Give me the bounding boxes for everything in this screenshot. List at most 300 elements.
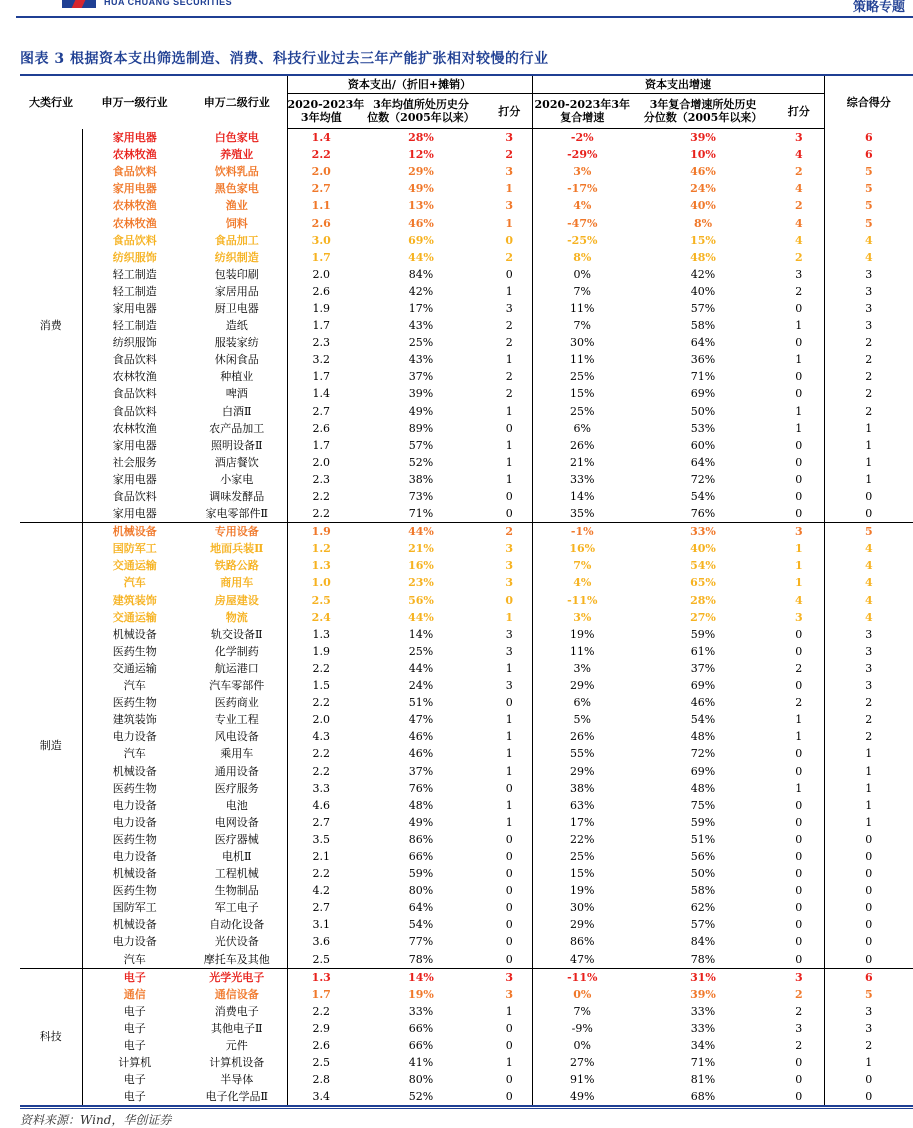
cell-capex_score: 0 — [487, 488, 532, 505]
cell-sw1: 食品饮料 — [82, 385, 187, 402]
cell-growth_score: 0 — [774, 385, 824, 402]
cell-growth_pct: 60% — [690, 438, 716, 452]
cell-capex_score: 0 — [487, 951, 532, 969]
cell-capex_score: 1 — [487, 609, 532, 626]
cell-capex_score: 3 — [487, 968, 532, 986]
cell-capex_pct: 69% — [408, 233, 434, 247]
cell-growth_score: 0 — [774, 488, 824, 505]
table-row — [20, 711, 913, 728]
cell-growth_pct: 59% — [690, 627, 716, 641]
industry-screen-table — [20, 74, 913, 1107]
cell-capex_pct: 44% — [355, 523, 487, 541]
cell-sw1: 医药生物 — [82, 882, 187, 899]
table-row — [20, 146, 913, 163]
cell-growth_pct: 59% — [690, 815, 716, 829]
cell-growth_pct: 40% — [690, 199, 716, 213]
cell-growth_score: 0 — [774, 1054, 824, 1071]
cell-capex_score: 0 — [487, 899, 532, 916]
col-major: 大类行业 — [29, 95, 73, 109]
cell-growth_pct: 33% — [632, 523, 774, 541]
cell-capex_avg: 2.5 — [312, 952, 330, 966]
cell-capex_avg: 2.2 — [312, 490, 330, 504]
table-row — [20, 368, 913, 385]
cell-growth: 63% — [570, 798, 595, 812]
cell-growth_score: 1 — [774, 420, 824, 437]
cell-capex_avg: 1.3 — [311, 559, 331, 573]
cell-growth: 11% — [570, 301, 595, 315]
cell-total: 1 — [865, 472, 873, 486]
cell-growth_score: 0 — [774, 745, 824, 762]
col-capex-pct-line2: 位数（2005年以来） — [367, 111, 475, 124]
cell-sw1: 电子 — [82, 1071, 187, 1088]
cell-total: 1 — [865, 747, 873, 761]
cell-sw1: 电力设备 — [82, 933, 187, 950]
table-row — [20, 677, 913, 694]
cell-sw2: 自动化设备 — [187, 916, 287, 933]
cell-total: 6 — [864, 130, 873, 144]
cell-growth_score: 0 — [774, 1071, 824, 1088]
cell-capex_avg: 3.5 — [312, 832, 330, 846]
cell-total: 2 — [865, 336, 873, 350]
cell-growth: 7% — [573, 1004, 591, 1018]
cell-growth_score: 0 — [774, 437, 824, 454]
cell-capex_avg: 2.7 — [312, 815, 330, 829]
cell-sw2: 农产品加工 — [187, 420, 287, 437]
cell-sw1: 机械设备 — [82, 626, 187, 643]
col-sw1: 申万一级行业 — [101, 95, 168, 109]
report-type-label: 策略专题 — [852, 0, 905, 15]
cell-growth_score: 2 — [774, 660, 824, 677]
cell-growth_pct: 81% — [690, 1073, 716, 1087]
cell-sw2: 医药商业 — [187, 694, 287, 711]
cell-capex_avg: 3.4 — [287, 1088, 355, 1106]
cell-capex_pct: 25% — [408, 644, 434, 658]
header-row-group — [20, 75, 913, 94]
cell-sw2: 商用车 — [187, 574, 287, 591]
cell-capex_score: 1 — [487, 283, 532, 300]
cell-growth_pct: 33% — [690, 1021, 716, 1035]
cell-capex_avg: 2.2 — [312, 661, 330, 675]
table-row — [20, 317, 913, 334]
cell-growth: 30% — [570, 901, 595, 915]
cell-capex_pct: 64% — [408, 901, 434, 915]
cell-growth_pct: 68% — [632, 1088, 774, 1106]
cell-growth: 25% — [570, 849, 595, 863]
cell-growth_score: 0 — [774, 916, 824, 933]
cell-total: 5 — [824, 523, 913, 541]
cell-capex_pct: 76% — [408, 781, 434, 795]
table-body — [20, 129, 913, 1107]
cell-capex_score: 2 — [487, 523, 532, 541]
table-row — [20, 745, 913, 762]
header-divider — [16, 16, 913, 18]
table-row — [20, 643, 913, 660]
cell-total: 3 — [865, 267, 873, 281]
cell-growth: 3% — [573, 165, 592, 179]
cell-growth: 11% — [570, 353, 595, 367]
cell-total: 2 — [865, 387, 873, 401]
table-row — [20, 557, 913, 574]
cell-sw1: 家用电器 — [82, 180, 187, 197]
cell-growth_pct: 39% — [690, 987, 716, 1001]
cell-growth: -11% — [567, 593, 598, 607]
cell-total: 0 — [865, 935, 873, 949]
cell-capex_score: 0 — [487, 831, 532, 848]
cell-sw2: 电子化学品Ⅱ — [187, 1088, 287, 1106]
cell-sw1: 电力设备 — [82, 848, 187, 865]
cell-growth_pct: 64% — [690, 455, 716, 469]
cell-capex_avg: 2.0 — [312, 713, 330, 727]
cell-sw1: 农林牧渔 — [82, 368, 187, 385]
cell-sw2: 家电零部件Ⅱ — [187, 505, 287, 523]
table-row — [20, 592, 913, 609]
cell-growth_score: 0 — [774, 454, 824, 471]
cell-capex_score: 3 — [487, 643, 532, 660]
col-growth-pct — [632, 94, 774, 129]
cell-growth_score: 2 — [774, 197, 824, 214]
cell-capex_score: 0 — [487, 933, 532, 950]
cell-capex_pct: 21% — [408, 542, 434, 556]
cell-sw2: 调味发酵品 — [187, 488, 287, 505]
cell-growth_score: 1 — [774, 557, 824, 574]
cell-sw2: 消费电子 — [187, 1003, 287, 1020]
cell-growth_pct: 37% — [690, 661, 716, 675]
cell-capex_score: 2 — [487, 385, 532, 402]
cell-capex_score: 1 — [487, 797, 532, 814]
cell-growth: 19% — [570, 627, 595, 641]
cell-capex_score: 1 — [487, 814, 532, 831]
cell-sw1: 机械设备 — [82, 865, 187, 882]
cell-capex_score: 2 — [487, 368, 532, 385]
table-row — [20, 1020, 913, 1037]
cell-capex_pct: 66% — [408, 1021, 434, 1035]
cell-growth_score: 2 — [774, 283, 824, 300]
cell-sw1: 建筑装饰 — [82, 711, 187, 728]
cell-sw1: 家用电器 — [82, 471, 187, 488]
cell-sw1: 轻工制造 — [82, 266, 187, 283]
cell-capex_score: 1 — [487, 660, 532, 677]
cell-capex_avg: 1.7 — [312, 370, 330, 384]
cell-sw2: 饮料乳品 — [187, 163, 287, 180]
cell-capex_pct: 23% — [408, 576, 434, 590]
cell-capex_avg: 2.7 — [312, 404, 330, 418]
cell-capex_score: 3 — [487, 163, 532, 180]
cell-capex_score: 1 — [487, 762, 532, 779]
table-row — [20, 797, 913, 814]
cell-capex_pct: 47% — [408, 713, 434, 727]
cell-growth_pct: 39% — [690, 131, 716, 145]
cell-capex_avg: 2.2 — [312, 507, 330, 521]
cell-growth_pct: 58% — [690, 319, 716, 333]
cell-capex_score: 3 — [487, 540, 532, 557]
cell-capex_avg: 1.3 — [287, 968, 355, 986]
cell-growth: -11% — [532, 968, 632, 986]
table-row — [20, 951, 913, 969]
cell-sw2: 物流 — [187, 609, 287, 626]
cell-growth_pct: 40% — [690, 284, 716, 298]
cell-capex_score: 0 — [487, 780, 532, 797]
table-row — [20, 249, 913, 266]
col-group-growth: 资本支出增速 — [532, 75, 824, 94]
cell-capex_avg: 2.5 — [311, 593, 331, 607]
cell-growth: 6% — [573, 696, 591, 710]
figure-title: 图表 3 根据资本支出筛选制造、消费、科技行业过去三年产能扩张相对较慢的行业 — [20, 51, 549, 67]
cell-growth: -9% — [571, 1021, 593, 1035]
cell-capex_avg: 2.6 — [312, 284, 330, 298]
cell-sw2: 医疗服务 — [187, 780, 287, 797]
cell-sw2: 风电设备 — [187, 728, 287, 745]
cell-growth_score: 0 — [774, 865, 824, 882]
cell-sw1: 食品饮料 — [82, 403, 187, 420]
cell-total: 1 — [865, 798, 873, 812]
major-category-cell: 消费 — [39, 318, 62, 332]
cell-sw2: 电池 — [187, 797, 287, 814]
footer-divider — [20, 1108, 913, 1109]
cell-capex_score: 3 — [487, 557, 532, 574]
cell-growth: -29% — [567, 148, 598, 162]
cell-growth: 0% — [573, 267, 591, 281]
cell-capex_avg: 1.0 — [311, 576, 331, 590]
cell-sw2: 通用设备 — [187, 762, 287, 779]
cell-sw1: 电力设备 — [82, 728, 187, 745]
cell-growth: 7% — [573, 284, 591, 298]
cell-growth_pct: 61% — [690, 644, 716, 658]
cell-total: 0 — [824, 1088, 913, 1106]
cell-capex_pct: 84% — [408, 267, 434, 281]
cell-growth: 6% — [573, 421, 591, 435]
cell-capex_score: 2 — [487, 334, 532, 351]
cell-capex_avg: 1.5 — [312, 679, 330, 693]
cell-total: 6 — [824, 968, 913, 986]
cell-growth_score: 0 — [774, 626, 824, 643]
cell-growth_pct: 72% — [690, 747, 716, 761]
cell-sw2: 种植业 — [187, 368, 287, 385]
cell-sw1: 食品饮料 — [82, 351, 187, 368]
cell-capex_score: 0 — [487, 848, 532, 865]
cell-capex_score: 0 — [487, 1071, 532, 1088]
table-row — [20, 609, 913, 626]
cell-total: 4 — [864, 559, 873, 573]
cell-growth_score: 1 — [774, 574, 824, 591]
cell-capex_score: 1 — [487, 214, 532, 231]
col-growth-line1: 2020-2023年3年 — [534, 98, 630, 111]
cell-capex_avg: 3.6 — [312, 935, 330, 949]
cell-sw1: 食品饮料 — [82, 488, 187, 505]
cell-growth: 3% — [573, 661, 591, 675]
cell-growth_pct: 48% — [690, 250, 716, 264]
table-row — [20, 488, 913, 505]
cell-capex_pct: 46% — [408, 730, 434, 744]
cell-growth_pct: 57% — [690, 301, 716, 315]
cell-growth: 3% — [573, 610, 592, 624]
cell-sw2: 纺织制造 — [187, 249, 287, 266]
table-row — [20, 814, 913, 831]
cell-growth_score: 3 — [774, 129, 824, 147]
table-row — [20, 1037, 913, 1054]
cell-growth_score: 1 — [774, 540, 824, 557]
cell-sw2: 小家电 — [187, 471, 287, 488]
cell-growth_score: 0 — [774, 899, 824, 916]
col-capex-avg-line2: 3年均值 — [300, 111, 342, 124]
cell-growth_pct: 28% — [690, 593, 716, 607]
cell-capex_avg: 3.2 — [312, 353, 330, 367]
cell-sw2: 轨交设备Ⅱ — [187, 626, 287, 643]
cell-growth_score: 0 — [774, 300, 824, 317]
table-row — [20, 1071, 913, 1088]
cell-sw1: 农林牧渔 — [82, 420, 187, 437]
cell-growth_score: 1 — [774, 403, 824, 420]
cell-capex_pct: 56% — [408, 593, 434, 607]
cell-capex_score: 0 — [487, 916, 532, 933]
cell-growth_pct: 51% — [690, 832, 716, 846]
cell-growth_score: 0 — [774, 471, 824, 488]
major-category-cell: 制造 — [20, 523, 82, 968]
cell-growth_pct: 40% — [690, 542, 716, 556]
cell-capex_avg: 2.2 — [312, 696, 330, 710]
cell-total: 3 — [865, 644, 873, 658]
cell-sw2: 厨卫电器 — [187, 300, 287, 317]
cell-growth_score: 4 — [774, 146, 824, 163]
cell-capex_pct: 73% — [408, 490, 434, 504]
cell-sw2: 生物制品 — [187, 882, 287, 899]
cell-capex_avg: 2.0 — [312, 267, 330, 281]
cell-growth: 15% — [570, 867, 595, 881]
cell-sw1: 家用电器 — [82, 505, 187, 523]
cell-total: 5 — [864, 987, 873, 1001]
cell-growth_pct: 10% — [690, 148, 716, 162]
cell-growth_score: 0 — [774, 797, 824, 814]
cell-capex_pct: 16% — [408, 559, 434, 573]
cell-growth: 7% — [573, 559, 592, 573]
cell-capex_score: 0 — [487, 882, 532, 899]
cell-capex_avg: 2.9 — [312, 1021, 330, 1035]
cell-capex_pct: 37% — [408, 764, 434, 778]
cell-growth_pct: 62% — [690, 901, 716, 915]
col-growth-line2: 复合增速 — [560, 111, 605, 124]
cell-sw2: 食品加工 — [187, 232, 287, 249]
col-capex-avg — [287, 94, 365, 129]
cell-growth_pct: 54% — [690, 490, 716, 504]
cell-capex_avg: 2.7 — [312, 901, 330, 915]
cell-total: 2 — [865, 1039, 873, 1053]
cell-sw1: 通信 — [82, 986, 187, 1003]
cell-growth_pct: 58% — [690, 884, 716, 898]
cell-total: 0 — [865, 901, 873, 915]
cell-growth: 19% — [570, 884, 595, 898]
cell-sw1: 交通运输 — [82, 660, 187, 677]
cell-capex_avg: 1.4 — [311, 131, 331, 145]
cell-growth_score: 3 — [774, 523, 824, 541]
cell-growth_pct: 57% — [690, 918, 716, 932]
cell-sw2: 化学制药 — [187, 643, 287, 660]
cell-sw2: 黑色家电 — [187, 180, 287, 197]
cell-capex_pct: 59% — [408, 867, 434, 881]
cell-total: 1 — [865, 815, 873, 829]
cell-growth_pct: 72% — [690, 472, 716, 486]
cell-growth_pct: 76% — [690, 507, 716, 521]
cell-capex_pct: 38% — [408, 472, 434, 486]
cell-capex_score: 2 — [487, 249, 532, 266]
cell-growth_score: 3 — [774, 1020, 824, 1037]
cell-capex_pct: 25% — [408, 336, 434, 350]
cell-sw2: 饲料 — [187, 214, 287, 231]
cell-capex_avg: 2.2 — [312, 1004, 330, 1018]
cell-capex_pct: 28% — [408, 131, 434, 145]
cell-growth_pct: 54% — [690, 559, 716, 573]
cell-sw2: 服装家纺 — [187, 334, 287, 351]
cell-capex_avg: 2.7 — [311, 182, 331, 196]
cell-total: 3 — [865, 301, 873, 315]
table-row — [20, 831, 913, 848]
major-category-cell: 科技 — [20, 968, 82, 1106]
table-row — [20, 694, 913, 711]
cell-sw1: 家用电器 — [82, 129, 187, 147]
cell-capex_avg: 2.0 — [312, 455, 330, 469]
cell-capex_avg: 1.4 — [312, 387, 330, 401]
cell-total: 2 — [865, 353, 873, 367]
cell-growth_pct: 48% — [690, 730, 716, 744]
col-growth — [532, 94, 632, 129]
cell-sw2: 半导体 — [187, 1071, 287, 1088]
cell-growth: 11% — [570, 644, 595, 658]
cell-capex_pct: 43% — [408, 319, 434, 333]
cell-total: 2 — [865, 370, 873, 384]
cell-sw1: 汽车 — [82, 745, 187, 762]
table-row — [20, 351, 913, 368]
cell-capex_score: 1 — [487, 728, 532, 745]
cell-growth: 17% — [570, 815, 595, 829]
cell-growth_pct: 24% — [690, 182, 716, 196]
cell-total: 1 — [865, 438, 873, 452]
cell-total: 4 — [864, 233, 873, 247]
cell-sw1: 建筑装饰 — [82, 592, 187, 609]
col-growth-pct-line2: 分位数（2005年以来） — [643, 111, 763, 124]
cell-sw2: 元件 — [187, 1037, 287, 1054]
cell-capex_score: 3 — [487, 626, 532, 643]
cell-sw2: 航运港口 — [187, 660, 287, 677]
table-row — [20, 403, 913, 420]
cell-sw1: 家用电器 — [82, 437, 187, 454]
cell-capex_pct: 24% — [408, 679, 434, 693]
col-capex-pct — [355, 94, 487, 129]
cell-total: 3 — [865, 661, 873, 675]
cell-sw2: 白色家电 — [187, 129, 287, 147]
cell-capex_avg: 1.1 — [311, 199, 331, 213]
cell-sw2: 养殖业 — [187, 146, 287, 163]
cell-growth_score: 1 — [774, 780, 824, 797]
cell-total: 2 — [865, 730, 873, 744]
cell-capex_pct: 49% — [408, 182, 434, 196]
cell-capex_pct: 13% — [408, 199, 434, 213]
table-row — [20, 129, 913, 147]
cell-total: 3 — [865, 1004, 873, 1018]
cell-sw2: 电机Ⅱ — [187, 848, 287, 865]
cell-growth_score: 0 — [774, 933, 824, 950]
cell-capex_pct: 66% — [408, 1039, 434, 1053]
cell-capex_avg: 2.3 — [312, 336, 330, 350]
cell-capex_avg: 2.0 — [311, 165, 331, 179]
cell-growth: -17% — [567, 182, 598, 196]
cell-growth_score: 0 — [774, 848, 824, 865]
cell-total: 4 — [864, 593, 873, 607]
cell-sw1: 食品饮料 — [82, 163, 187, 180]
table-row — [20, 762, 913, 779]
cell-growth_pct: 8% — [693, 216, 713, 230]
cell-capex_avg: 2.4 — [311, 610, 331, 624]
cell-capex_score: 3 — [487, 677, 532, 694]
cell-sw2: 专业工程 — [187, 711, 287, 728]
cell-sw1: 农林牧渔 — [82, 146, 187, 163]
